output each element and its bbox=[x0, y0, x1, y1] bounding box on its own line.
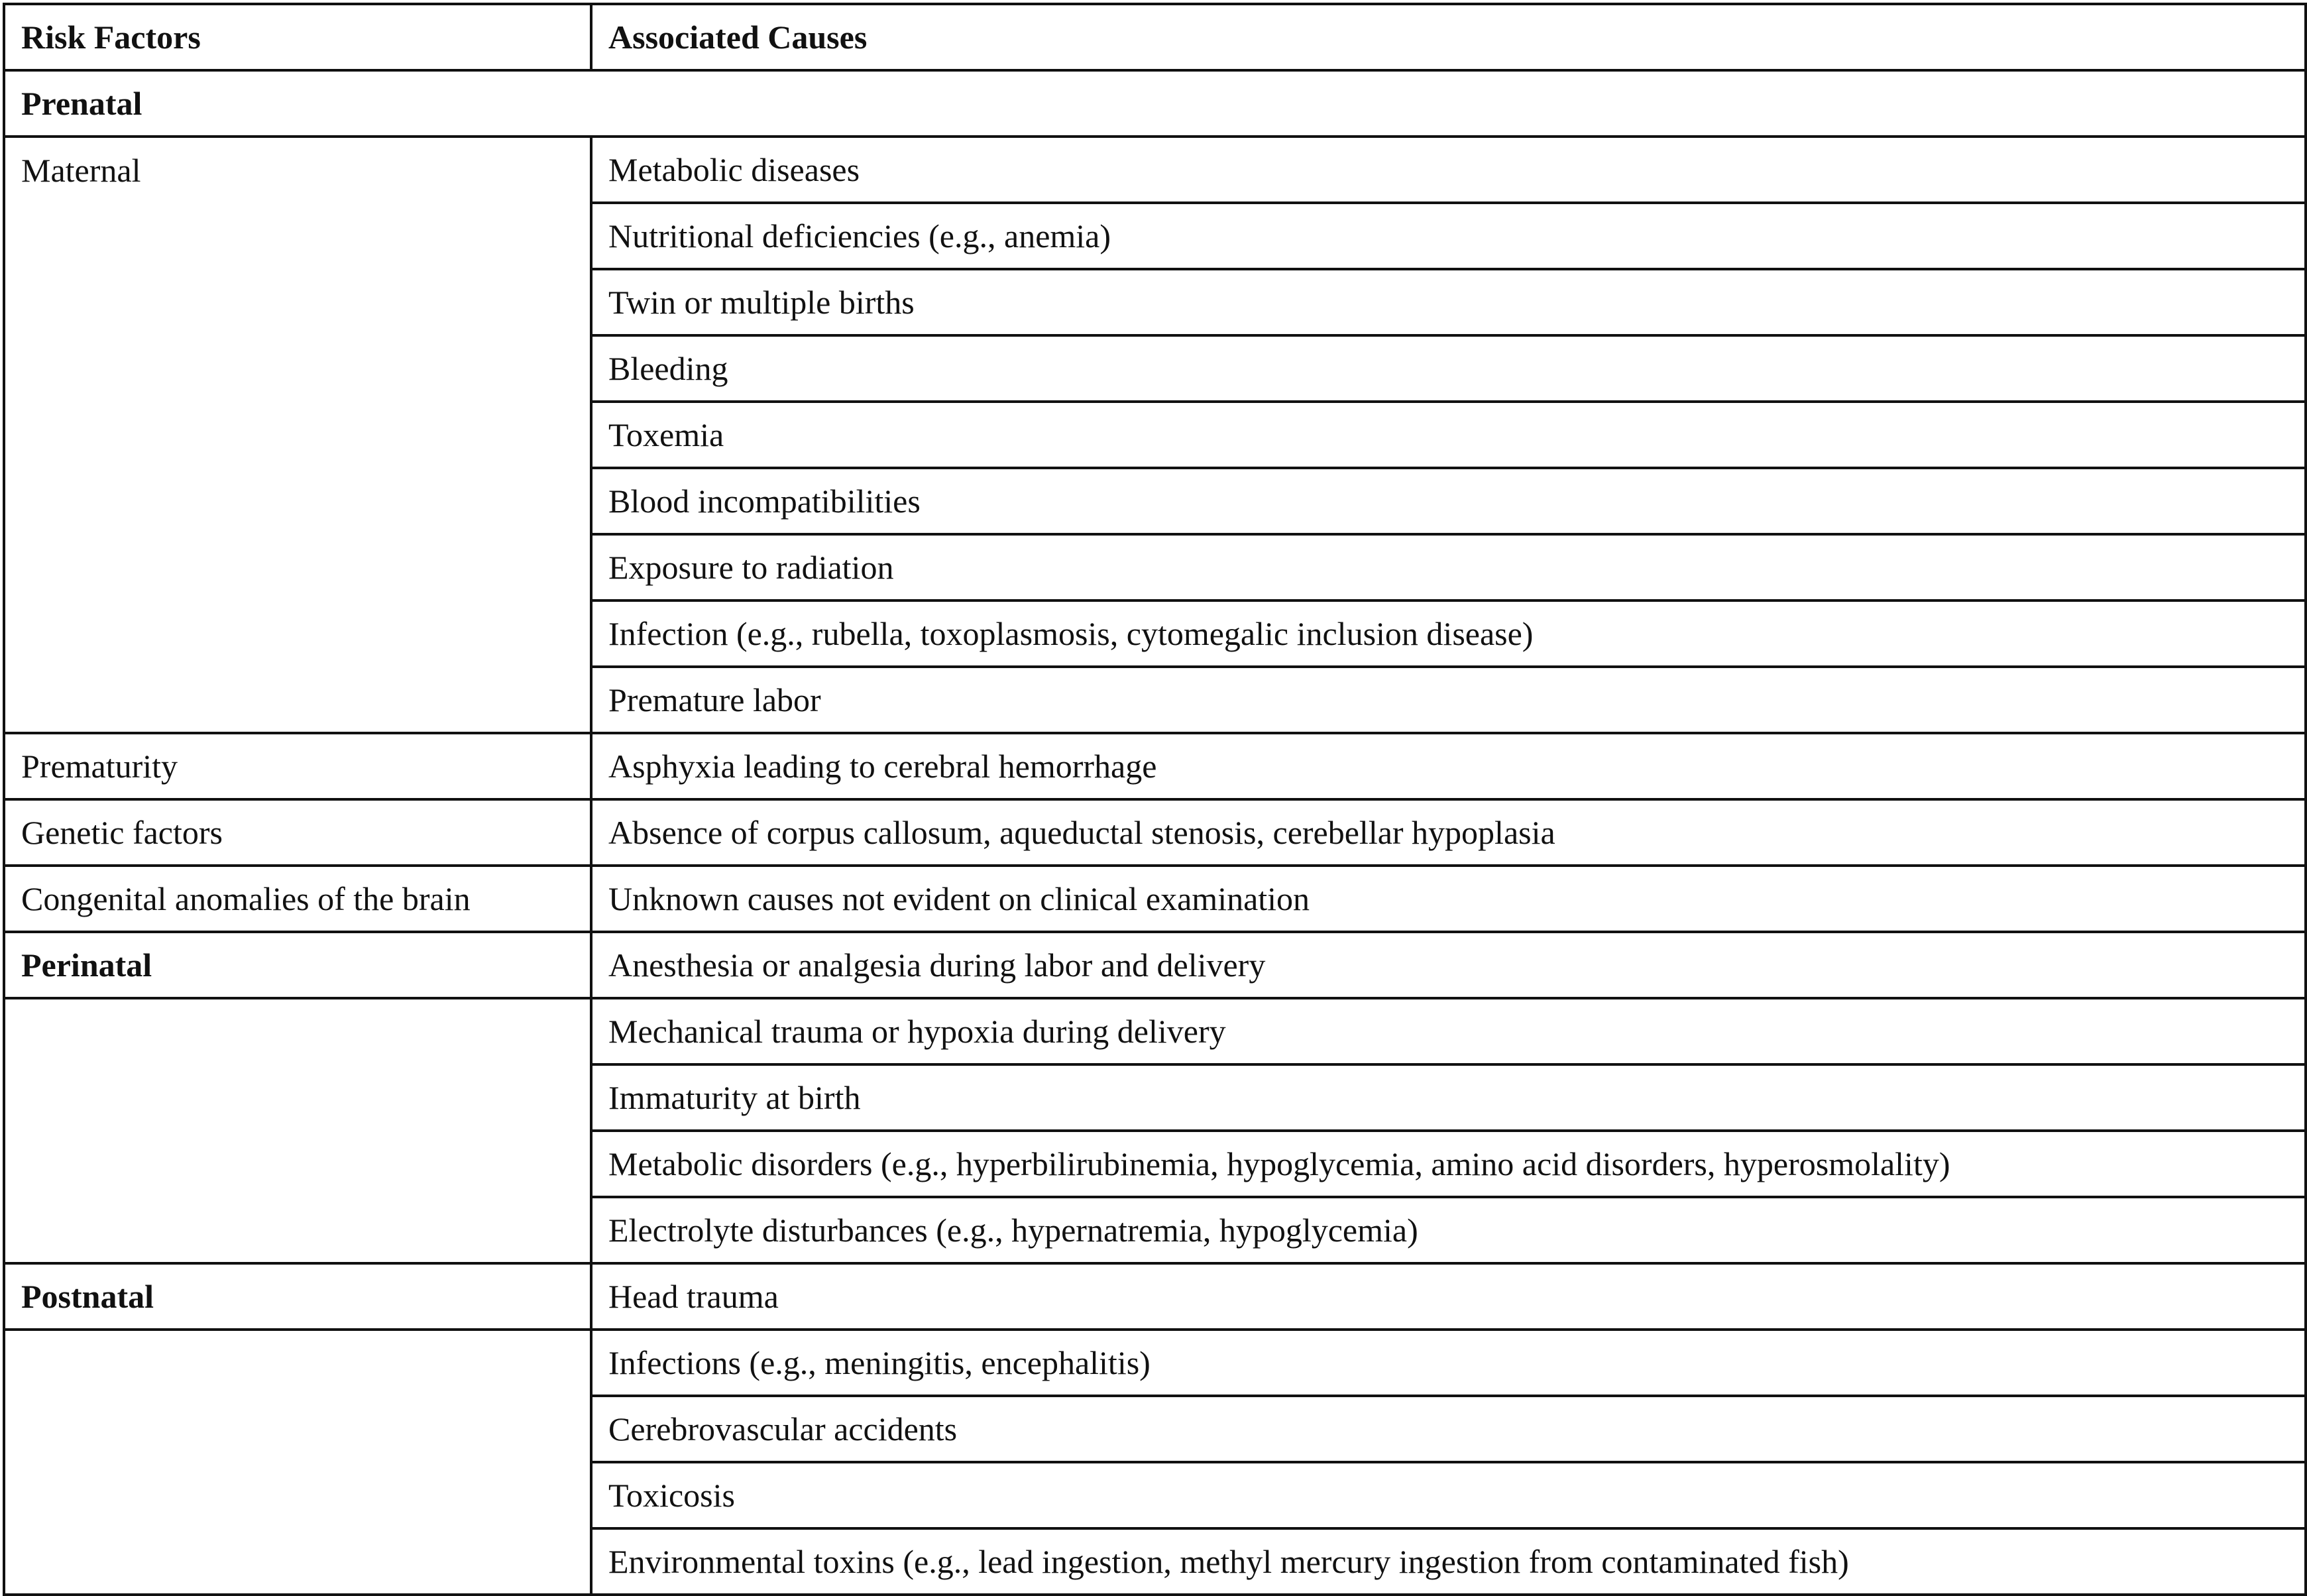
cause-cell: Infection (e.g., rubella, toxoplasmosis, cytomegalic inclusion disease) bbox=[591, 600, 2306, 667]
factor-prematurity: Prematurity bbox=[4, 733, 591, 799]
section-label-prenatal: Prenatal bbox=[4, 70, 2306, 137]
empty-factor-cell bbox=[4, 1330, 591, 1595]
cause-cell: Unknown causes not evident on clinical examination bbox=[591, 866, 2306, 932]
table-header-row bbox=[4, 4, 2306, 70]
cause-cell: Mechanical trauma or hypoxia during delivery bbox=[591, 998, 2306, 1064]
table-row bbox=[4, 137, 2306, 203]
table-row bbox=[4, 998, 2306, 1064]
cause-cell: Infections (e.g., meningitis, encephalitis) bbox=[591, 1330, 2306, 1396]
cause-cell: Blood incompatibilities bbox=[591, 468, 2306, 534]
factor-congenital: Congenital anomalies of the brain bbox=[4, 866, 591, 932]
cause-cell: Premature labor bbox=[591, 667, 2306, 733]
cause-cell: Immaturity at birth bbox=[591, 1064, 2306, 1131]
cause-cell: Nutritional deficiencies (e.g., anemia) bbox=[591, 203, 2306, 269]
empty-factor-cell bbox=[4, 998, 591, 1263]
cause-cell: Exposure to radiation bbox=[591, 534, 2306, 600]
section-row-prenatal bbox=[4, 70, 2306, 137]
cause-cell: Metabolic diseases bbox=[591, 137, 2306, 203]
risk-factors-table bbox=[3, 3, 2307, 1596]
table-row bbox=[4, 866, 2306, 932]
cause-cell: Anesthesia or analgesia during labor and delivery bbox=[591, 932, 2306, 998]
header-associated-causes: Associated Causes bbox=[591, 4, 2306, 70]
cause-cell: Metabolic disorders (e.g., hyperbilirubinemia, hypoglycemia, amino acid disorders, hyperosmolality) bbox=[591, 1131, 2306, 1197]
cause-cell: Electrolyte disturbances (e.g., hypernatremia, hypoglycemia) bbox=[591, 1197, 2306, 1263]
factor-maternal: Maternal bbox=[4, 137, 591, 733]
cause-cell: Head trauma bbox=[591, 1263, 2306, 1330]
cause-cell: Toxemia bbox=[591, 402, 2306, 468]
table-row bbox=[4, 1330, 2306, 1396]
cause-cell: Asphyxia leading to cerebral hemorrhage bbox=[591, 733, 2306, 799]
section-row-perinatal bbox=[4, 932, 2306, 998]
cause-cell: Bleeding bbox=[591, 335, 2306, 402]
table-row bbox=[4, 733, 2306, 799]
cause-cell: Toxicosis bbox=[591, 1462, 2306, 1528]
section-label-postnatal: Postnatal bbox=[4, 1263, 591, 1330]
cause-cell: Absence of corpus callosum, aqueductal stenosis, cerebellar hypoplasia bbox=[591, 799, 2306, 866]
table-row bbox=[4, 799, 2306, 866]
factor-genetic: Genetic factors bbox=[4, 799, 591, 866]
section-label-perinatal: Perinatal bbox=[4, 932, 591, 998]
cause-cell: Twin or multiple births bbox=[591, 269, 2306, 335]
header-risk-factors: Risk Factors bbox=[4, 4, 591, 70]
section-row-postnatal bbox=[4, 1263, 2306, 1330]
cause-cell: Environmental toxins (e.g., lead ingestion, methyl mercury ingestion from contaminated fish) bbox=[591, 1528, 2306, 1595]
cause-cell: Cerebrovascular accidents bbox=[591, 1396, 2306, 1462]
